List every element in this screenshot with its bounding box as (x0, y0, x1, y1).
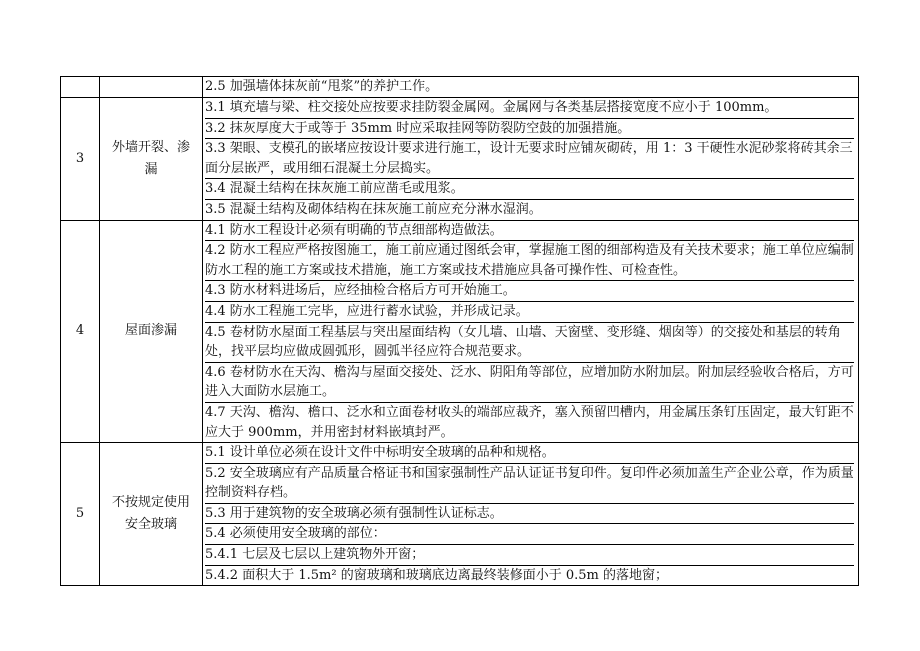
row-number: 5 (61, 443, 100, 586)
measure-item: 4.1 防水工程设计必须有明确的节点细部构造做法。 (205, 221, 854, 242)
measure-item: 3.4 混凝土结构在抹灰施工前应凿毛或甩浆。 (205, 179, 854, 200)
measure-item: 3.3 架眼、支模孔的嵌堵应按设计要求进行施工，设计无要求时应铺灰砌砖，用 1：3 干硬性水泥砂浆将砖其余三面分层嵌严，或用细石混凝土分层捣实。 (205, 139, 854, 179)
issue-cell: 屋面渗漏 (100, 220, 203, 443)
measure-item: 4.3 防水材料进场后，应经抽检合格后方可开始施工。 (205, 281, 854, 302)
measure-cell (203, 77, 859, 98)
measure-cell (203, 220, 859, 443)
measure-item: 2.5 加强墙体抹灰前“甩浆”的养护工作。 (205, 79, 439, 94)
table-row (61, 98, 859, 221)
issue-cell: 外墙开裂、渗漏 (100, 98, 203, 221)
measure-item: 5.4.2 面积大于 1.5m² 的窗玻璃和玻璃底边离最终装修面小于 0.5m 的落地窗； (205, 567, 668, 583)
measure-item: 3.2 抹灰厚度大于或等于 35mm 时应采取挂网等防裂防空鼓的加强措施。 (205, 119, 854, 140)
measure-cell (203, 443, 859, 586)
measure-item: 5.2 安全玻璃应有产品质量合格证书和国家强制性产品认证证书复印件。复印件必须加盖生产企业公章，作为质量控制资料存档。 (205, 464, 854, 504)
measure-item: 5.4.1 七层及七层以上建筑物外开窗； (205, 545, 854, 566)
measure-cell (203, 98, 859, 221)
measure-item: 4.6 卷材防水在天沟、檐沟与屋面交接处、泛水、阴阳角等部位，应增加防水附加层。附加层经验收合格后，方可进入大面防水层施工。 (205, 363, 854, 403)
measure-item: 4.4 防水工程施工完毕，应进行蓄水试验，并形成记录。 (205, 302, 854, 323)
issue-cell: 不按规定使用安全玻璃 (100, 443, 203, 586)
row-number (61, 77, 100, 98)
measure-item: 5.1 设计单位必须在设计文件中标明安全玻璃的品种和规格。 (205, 443, 854, 464)
table-row (61, 443, 859, 586)
issue-cell (100, 77, 203, 98)
measure-item: 3.1 填充墙与梁、柱交接处应按要求挂防裂金属网。金属网与各类基层搭接宽度不应小于 100mm。 (205, 98, 854, 119)
row-number: 3 (61, 98, 100, 221)
measure-item: 5.4 必须使用安全玻璃的部位： (205, 524, 854, 545)
measure-item: 4.7 天沟、檐沟、檐口、泛水和立面卷材收头的端部应裁齐，塞入预留凹槽内，用金属压条钉压固定，最大钉距不应大于 900mm，并用密封材料嵌填封严。 (205, 404, 854, 440)
table-row (61, 77, 859, 98)
measures-table (60, 76, 859, 586)
measure-item: 4.5 卷材防水屋面工程基层与突出屋面结构（女儿墙、山墙、天窗壁、变形缝、烟囱等）的交接处和基层的转角处，找平层均应做成圆弧形，圆弧半径应符合规范要求。 (205, 323, 854, 363)
measure-item: 3.5 混凝土结构及砌体结构在抹灰施工前应充分淋水湿润。 (205, 201, 542, 217)
table-row (61, 220, 859, 443)
measure-item: 4.2 防水工程应严格按图施工，施工前应通过图纸会审，掌握施工图的细部构造及有关技术要求；施工单位应编制防水工程的施工方案或技术措施，施工方案或技术措施应具备可操作性、可检查性。 (205, 241, 854, 281)
measure-item: 5.3 用于建筑物的安全玻璃必须有强制性认证标志。 (205, 504, 854, 525)
row-number: 4 (61, 220, 100, 443)
